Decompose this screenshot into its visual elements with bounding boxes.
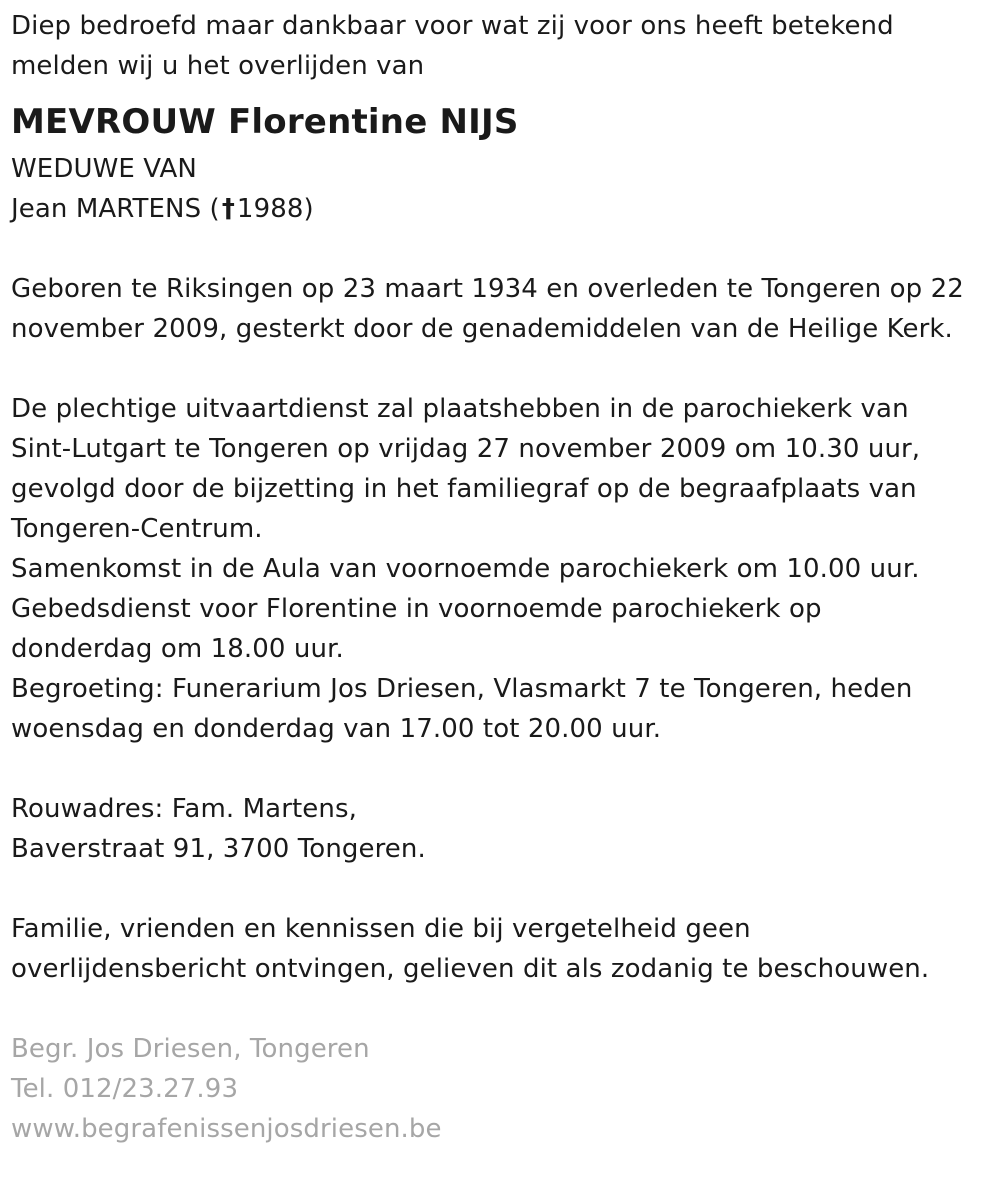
deceased-name: MEVROUW Florentine NIJS	[11, 102, 519, 142]
service-line: woensdag en donderdag van 17.00 tot 20.00 uur.	[11, 714, 662, 744]
cross-icon: †	[221, 194, 235, 224]
address-line-1: Rouwadres: Fam. Martens,	[11, 794, 357, 824]
intro-line-2: melden wij u het overlijden van	[11, 51, 425, 81]
service-line: Gebedsdienst voor Florentine in voornoemde parochiekerk op	[11, 594, 822, 624]
birth-death-section	[11, 269, 986, 349]
service-line: donderdag om 18.00 uur.	[11, 634, 344, 664]
address-section	[11, 789, 986, 869]
funeral-home-phone: Tel. 012/23.27.93	[11, 1074, 239, 1104]
funeral-home-name: Begr. Jos Driesen, Tongeren	[11, 1034, 370, 1064]
birth-death-line-2: november 2009, gesterkt door de genademiddelen van de Heilige Kerk.	[11, 314, 953, 344]
spouse-name: Jean MARTENS (	[11, 194, 220, 224]
spacer	[11, 749, 986, 789]
birth-death-line-1: Geboren te Riksingen op 23 maart 1934 en overleden te Tongeren op 22	[11, 274, 964, 304]
service-section	[11, 389, 986, 749]
closing-section	[11, 909, 986, 989]
spacer	[11, 349, 986, 389]
widow-label: WEDUWE VAN	[11, 154, 197, 184]
service-line: gevolgd door de bijzetting in het familiegraf op de begraafplaats van	[11, 474, 917, 504]
spouse-death-year: 1988)	[236, 194, 314, 224]
spacer	[11, 869, 986, 909]
service-line: Sint-Lutgart te Tongeren op vrijdag 27 november 2009 om 10.30 uur,	[11, 434, 921, 464]
spacer	[11, 989, 986, 1029]
service-line: De plechtige uitvaartdienst zal plaatshebben in de parochiekerk van	[11, 394, 909, 424]
spouse-section	[11, 149, 986, 229]
spouse-line	[11, 189, 986, 229]
spacer	[11, 229, 986, 269]
service-line: Samenkomst in de Aula van voornoemde parochiekerk om 10.00 uur.	[11, 554, 920, 584]
closing-line-2: overlijdensbericht ontvingen, gelieven dit als zodanig te beschouwen.	[11, 954, 930, 984]
closing-line-1: Familie, vrienden en kennissen die bij vergetelheid geen	[11, 914, 751, 944]
funeral-home-website: www.begrafenissenjosdriesen.be	[11, 1114, 442, 1144]
address-line-2: Baverstraat 91, 3700 Tongeren.	[11, 834, 426, 864]
death-notice	[11, 6, 986, 1149]
service-line: Begroeting: Funerarium Jos Driesen, Vlasmarkt 7 te Tongeren, heden	[11, 674, 913, 704]
intro-line-1: Diep bedroefd maar dankbaar voor wat zij voor ons heeft betekend	[11, 11, 894, 41]
intro-section	[11, 6, 986, 86]
service-line: Tongeren-Centrum.	[11, 514, 263, 544]
footer-section	[11, 1029, 986, 1149]
